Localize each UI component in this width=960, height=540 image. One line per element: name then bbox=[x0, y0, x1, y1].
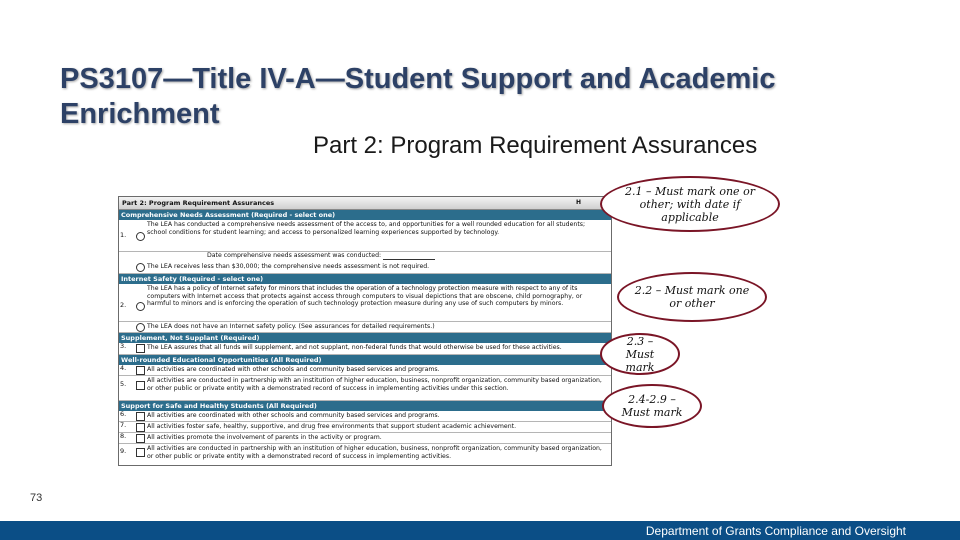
section-supplement: Supplement, Not Supplant (Required) bbox=[119, 333, 611, 343]
form-row-4 bbox=[119, 365, 611, 376]
row-number: 7. bbox=[120, 421, 127, 429]
form-row-8 bbox=[119, 433, 611, 444]
row-text: The LEA does not have an Internet safety policy. (See assurances for detailed requirements.) bbox=[147, 323, 435, 330]
form-header bbox=[119, 197, 611, 210]
page-number: 73 bbox=[30, 492, 43, 504]
checkbox[interactable] bbox=[136, 344, 145, 353]
form-row-1b bbox=[119, 262, 611, 274]
row-number: 2. bbox=[120, 301, 127, 309]
slide-subtitle: Part 2: Program Requirement Assurances bbox=[313, 132, 758, 159]
row-text: The LEA assures that all funds will supplement, and not supplant, non-federal funds that would otherwise be used for these activities. bbox=[147, 344, 562, 351]
form-row-1a bbox=[119, 220, 611, 252]
checkbox[interactable] bbox=[136, 434, 145, 443]
radio-button[interactable] bbox=[136, 232, 145, 241]
callout-2-2: 2.2 – Must mark one or other bbox=[617, 272, 767, 322]
form-row-3 bbox=[119, 343, 611, 355]
section-safe-healthy: Support for Safe and Healthy Students (All Required) bbox=[119, 401, 611, 411]
form-row-6 bbox=[119, 411, 611, 422]
row-number: 9. bbox=[120, 447, 127, 455]
row-text: All activities are conducted in partnership with an institution of higher education, business, nonprofit organization, community based organization, or other public or private entity with a demonstrated record of success in implementing activities. bbox=[147, 445, 602, 460]
footer-text: Department of Grants Compliance and Oversight bbox=[645, 524, 906, 538]
form-row-2a bbox=[119, 284, 611, 322]
checkbox[interactable] bbox=[136, 448, 145, 457]
row-number: 8. bbox=[120, 432, 127, 440]
callout-2-4-2-9: 2.4-2.9 – Must mark bbox=[602, 384, 702, 428]
date-input[interactable] bbox=[383, 252, 435, 260]
slide-title: PS3107—Title IV-A—Student Support and Academic Enrichment bbox=[60, 63, 776, 130]
form-header-label: Part 2: Program Requirement Assurances bbox=[122, 199, 275, 207]
radio-button[interactable] bbox=[136, 263, 145, 272]
row-text: The LEA has a policy of Internet safety for minors that includes the operation of a technology protection measure with respect to any of its computers with Internet access that protects against access through computers to visual depictions that are obscene, child pornography, or harmful to minors and is enforcing the operation of such technology protection measure during any use of such computers by minors. bbox=[147, 285, 583, 308]
form-row-date bbox=[119, 252, 611, 262]
row-number: 5. bbox=[120, 380, 127, 388]
date-label: Date comprehensive needs assessment was conducted: bbox=[207, 252, 382, 260]
form-row-7 bbox=[119, 422, 611, 433]
row-text: All activities are coordinated with other schools and community based services and programs. bbox=[147, 366, 440, 373]
section-well-rounded: Well-rounded Educational Opportunities (All Required) bbox=[119, 355, 611, 365]
form-row-2b bbox=[119, 322, 611, 333]
form-row-9 bbox=[119, 444, 611, 462]
row-number: 1. bbox=[120, 231, 127, 239]
row-text: All activities promote the involvement of parents in the activity or program. bbox=[147, 434, 382, 441]
row-text: All activities are conducted in partnership with an institution of higher education, business, nonprofit organization, community based organization, or other public or private entity with a demonstrated record of success in implementing activities under this section. bbox=[147, 377, 602, 392]
checkbox[interactable] bbox=[136, 381, 145, 390]
assurances-form-screenshot bbox=[118, 196, 612, 466]
radio-button[interactable] bbox=[136, 302, 145, 311]
footer-bar bbox=[0, 521, 960, 540]
row-number: 4. bbox=[120, 364, 127, 372]
form-header-hint: H bbox=[575, 199, 581, 206]
row-text: All activities foster safe, healthy, supportive, and drug free environments that support student academic achievement. bbox=[147, 423, 517, 430]
callout-2-3: 2.3 – Must mark bbox=[600, 333, 680, 375]
callout-2-1: 2.1 – Must mark one or other; with date if applicable bbox=[600, 176, 780, 232]
section-cna: Comprehensive Needs Assessment (Required - select one) bbox=[119, 210, 611, 220]
checkbox[interactable] bbox=[136, 423, 145, 432]
date-line bbox=[147, 252, 611, 260]
row-text: All activities are coordinated with other schools and community based services and programs. bbox=[147, 412, 440, 419]
row-number: 6. bbox=[120, 410, 127, 418]
checkbox[interactable] bbox=[136, 412, 145, 421]
row-text: The LEA receives less than $30,000; the comprehensive needs assessment is not required. bbox=[147, 263, 430, 270]
radio-button[interactable] bbox=[136, 323, 145, 332]
row-text: The LEA has conducted a comprehensive needs assessment of the access to, and opportunities for a well rounded education for all students; school conditions for student learning; and access to personalized learning experiences supported by technology. bbox=[147, 221, 586, 236]
section-internet-safety: Internet Safety (Required - select one) bbox=[119, 274, 611, 284]
row-number: 3. bbox=[120, 342, 127, 350]
checkbox[interactable] bbox=[136, 366, 145, 375]
form-row-5 bbox=[119, 376, 611, 401]
